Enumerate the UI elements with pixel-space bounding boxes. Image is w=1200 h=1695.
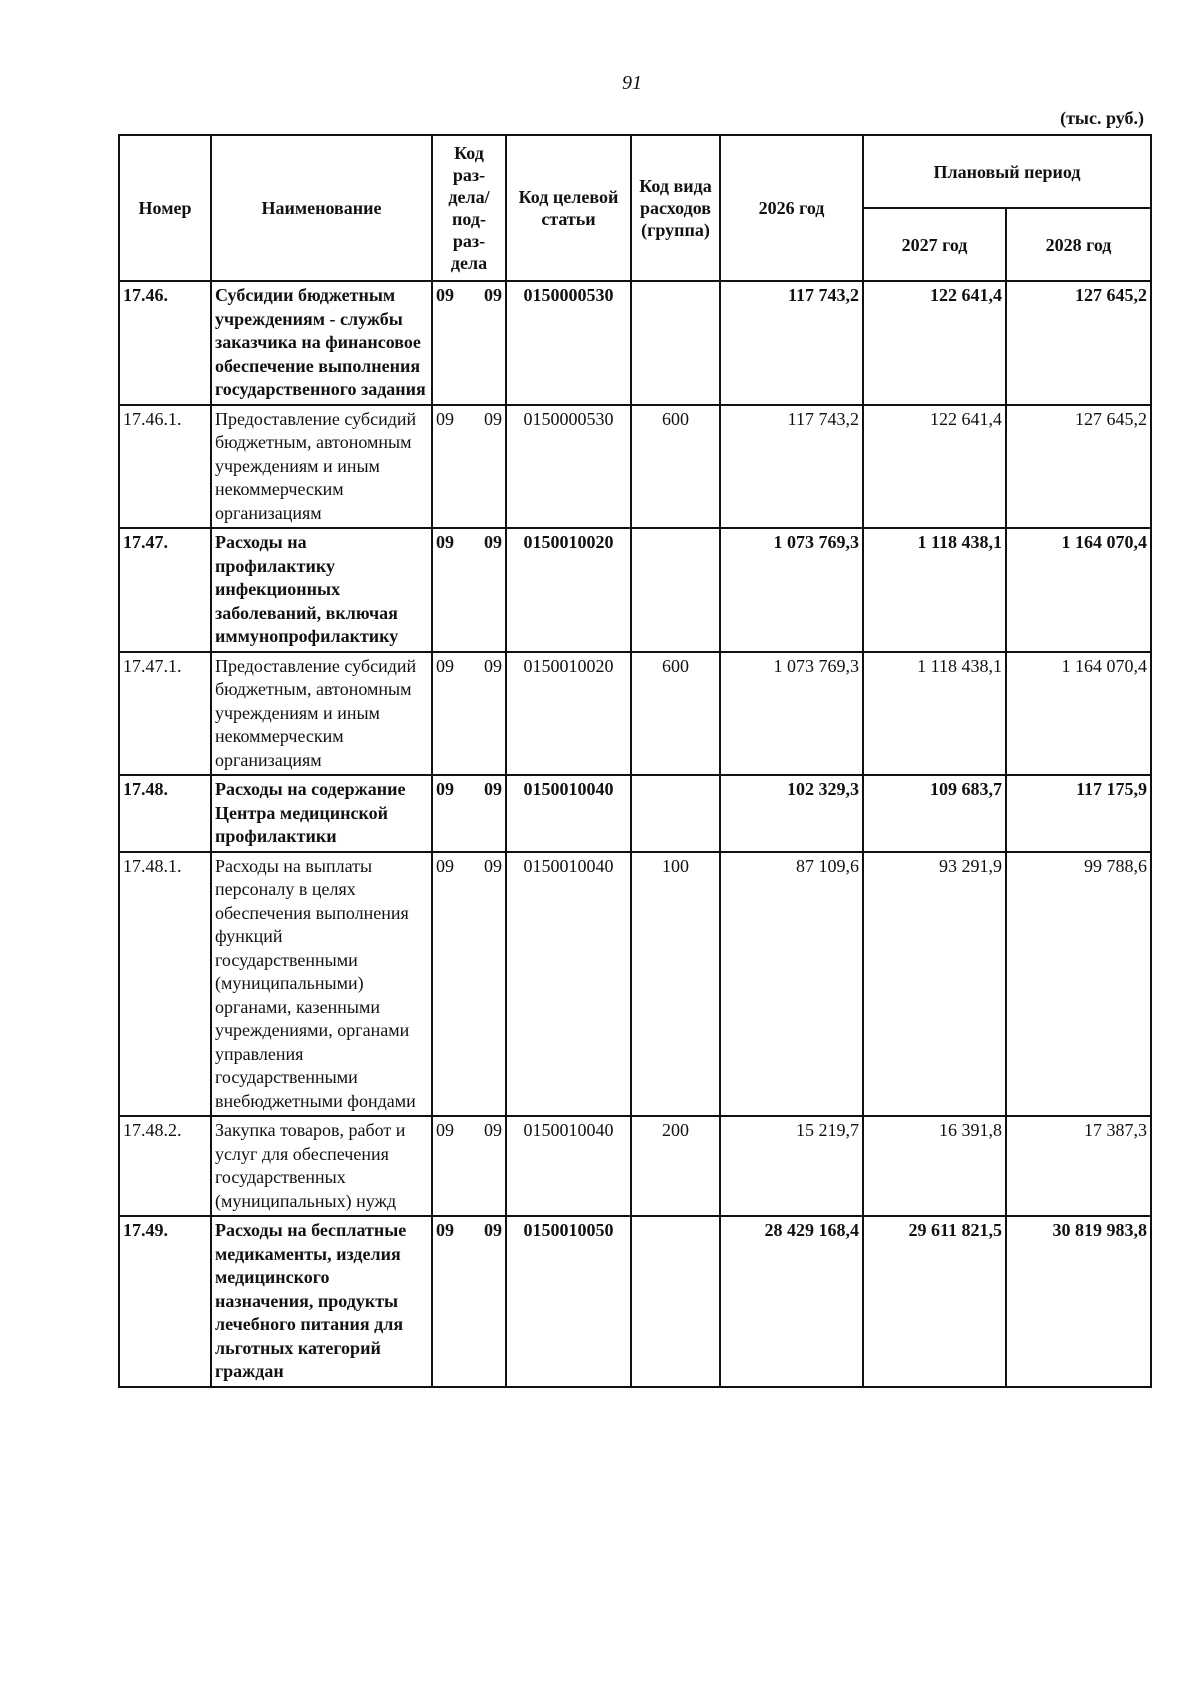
- row-expense-type: [631, 528, 720, 652]
- section-code: 09: [436, 1220, 454, 1240]
- row-section-code: [432, 852, 506, 1117]
- row-target-code: 0150010040: [506, 852, 631, 1117]
- row-expense-type: 600: [631, 652, 720, 776]
- row-target-code: 0150000530: [506, 405, 631, 529]
- row-section-code: [432, 405, 506, 529]
- row-section-code: [432, 281, 506, 405]
- row-expense-type: [631, 1216, 720, 1387]
- table-row: [119, 1216, 1151, 1387]
- subsection-code: 09: [484, 285, 502, 305]
- row-number: 17.47.1.: [119, 652, 211, 776]
- table-body: [119, 281, 1151, 1387]
- row-amount-2028: 1 164 070,4: [1006, 528, 1151, 652]
- row-expense-type: 200: [631, 1116, 720, 1216]
- row-amount-2026: 102 329,3: [720, 775, 863, 852]
- header-target: Код целевой статьи: [506, 135, 631, 281]
- budget-table: [118, 134, 1152, 1388]
- section-code-pair: [436, 284, 502, 308]
- row-amount-2026: 28 429 168,4: [720, 1216, 863, 1387]
- row-section-code: [432, 1216, 506, 1387]
- row-target-code: 0150010040: [506, 775, 631, 852]
- row-amount-2027: 16 391,8: [863, 1116, 1006, 1216]
- table-row: [119, 1116, 1151, 1216]
- row-amount-2028: 1 164 070,4: [1006, 652, 1151, 776]
- header-2027: 2027 год: [863, 208, 1006, 281]
- section-code-pair: [436, 408, 502, 432]
- row-amount-2028: 17 387,3: [1006, 1116, 1151, 1216]
- row-expense-type: 600: [631, 405, 720, 529]
- row-section-code: [432, 775, 506, 852]
- row-amount-2028: 99 788,6: [1006, 852, 1151, 1117]
- row-number: 17.48.1.: [119, 852, 211, 1117]
- row-amount-2027: 1 118 438,1: [863, 528, 1006, 652]
- row-number: 17.48.2.: [119, 1116, 211, 1216]
- header-2028: 2028 год: [1006, 208, 1151, 281]
- row-number: 17.46.1.: [119, 405, 211, 529]
- table-row: [119, 281, 1151, 405]
- row-amount-2028: 117 175,9: [1006, 775, 1151, 852]
- row-number: 17.46.: [119, 281, 211, 405]
- row-amount-2027: 109 683,7: [863, 775, 1006, 852]
- row-number: 17.47.: [119, 528, 211, 652]
- row-amount-2027: 122 641,4: [863, 405, 1006, 529]
- row-name: Расходы на содержание Центра медицинской профилактики: [211, 775, 432, 852]
- row-section-code: [432, 652, 506, 776]
- subsection-code: 09: [484, 779, 502, 799]
- section-code: 09: [436, 1120, 454, 1140]
- row-number: 17.49.: [119, 1216, 211, 1387]
- row-section-code: [432, 528, 506, 652]
- table-row: [119, 852, 1151, 1117]
- section-code-pair: [436, 1219, 502, 1243]
- row-amount-2026: 87 109,6: [720, 852, 863, 1117]
- row-amount-2027: 1 118 438,1: [863, 652, 1006, 776]
- header-planned-period: Плановый период: [863, 135, 1151, 208]
- row-amount-2027: 29 611 821,5: [863, 1216, 1006, 1387]
- section-code: 09: [436, 532, 454, 552]
- row-name: Предоставление субсидий бюджетным, автономным учреждениям и иным некоммерческим организациям: [211, 652, 432, 776]
- subsection-code: 09: [484, 855, 502, 876]
- row-name: Расходы на бесплатные медикаменты, изделия медицинского назначения, продукты лечебного питания для льготных категорий граждан: [211, 1216, 432, 1387]
- section-code: 09: [436, 855, 454, 876]
- subsection-code: 09: [484, 408, 502, 429]
- table-row: [119, 652, 1151, 776]
- subsection-code: 09: [484, 1120, 502, 1140]
- table-row: [119, 775, 1151, 852]
- row-amount-2026: 1 073 769,3: [720, 528, 863, 652]
- row-expense-type: [631, 281, 720, 405]
- section-code-pair: [436, 531, 502, 555]
- row-amount-2027: 122 641,4: [863, 281, 1006, 405]
- section-code: 09: [436, 285, 454, 305]
- units-label: (тыс. руб.): [1060, 108, 1144, 128]
- row-amount-2026: 1 073 769,3: [720, 652, 863, 776]
- row-target-code: 0150010040: [506, 1116, 631, 1216]
- header-name: Наименование: [211, 135, 432, 281]
- row-target-code: 0150010020: [506, 652, 631, 776]
- header-number: Номер: [119, 135, 211, 281]
- row-name: Расходы на выплаты персоналу в целях обеспечения выполнения функций государственными (муниципальными) органами, казенными учреждениями, органами управления государственными внебюджетными фондами: [211, 852, 432, 1117]
- row-name: Предоставление субсидий бюджетным, автономным учреждениям и иным некоммерческим организациям: [211, 405, 432, 529]
- table-header: [119, 135, 1151, 281]
- row-amount-2026: 117 743,2: [720, 405, 863, 529]
- section-code: 09: [436, 655, 454, 676]
- row-number: 17.48.: [119, 775, 211, 852]
- row-target-code: 0150010020: [506, 528, 631, 652]
- section-code: 09: [436, 408, 454, 429]
- section-code: 09: [436, 779, 454, 799]
- row-expense-type: 100: [631, 852, 720, 1117]
- row-name: Расходы на профилактику инфекционных заболеваний, включая иммунопрофилактику: [211, 528, 432, 652]
- header-expense-type: Код вида расходов (группа): [631, 135, 720, 281]
- row-name: Закупка товаров, работ и услуг для обеспечения государственных (муниципальных) нужд: [211, 1116, 432, 1216]
- row-amount-2028: 127 645,2: [1006, 405, 1151, 529]
- section-code-pair: [436, 655, 502, 679]
- table-row: [119, 528, 1151, 652]
- subsection-code: 09: [484, 532, 502, 552]
- row-amount-2026: 117 743,2: [720, 281, 863, 405]
- row-amount-2026: 15 219,7: [720, 1116, 863, 1216]
- page-number: 91: [622, 72, 642, 94]
- section-code-pair: [436, 1119, 502, 1143]
- table-row: [119, 405, 1151, 529]
- header-2026: 2026 год: [720, 135, 863, 281]
- row-name: Субсидии бюджетным учреждениям - службы заказчика на финансовое обеспечение выполнения государственного задания: [211, 281, 432, 405]
- subsection-code: 09: [484, 1220, 502, 1240]
- section-code-pair: [436, 778, 502, 802]
- subsection-code: 09: [484, 655, 502, 676]
- row-target-code: 0150000530: [506, 281, 631, 405]
- row-amount-2028: 127 645,2: [1006, 281, 1151, 405]
- row-amount-2028: 30 819 983,8: [1006, 1216, 1151, 1387]
- row-amount-2027: 93 291,9: [863, 852, 1006, 1117]
- section-code-pair: [436, 855, 502, 879]
- row-expense-type: [631, 775, 720, 852]
- header-section: Код раз-дела/ под-раз-дела: [432, 135, 506, 281]
- row-section-code: [432, 1116, 506, 1216]
- row-target-code: 0150010050: [506, 1216, 631, 1387]
